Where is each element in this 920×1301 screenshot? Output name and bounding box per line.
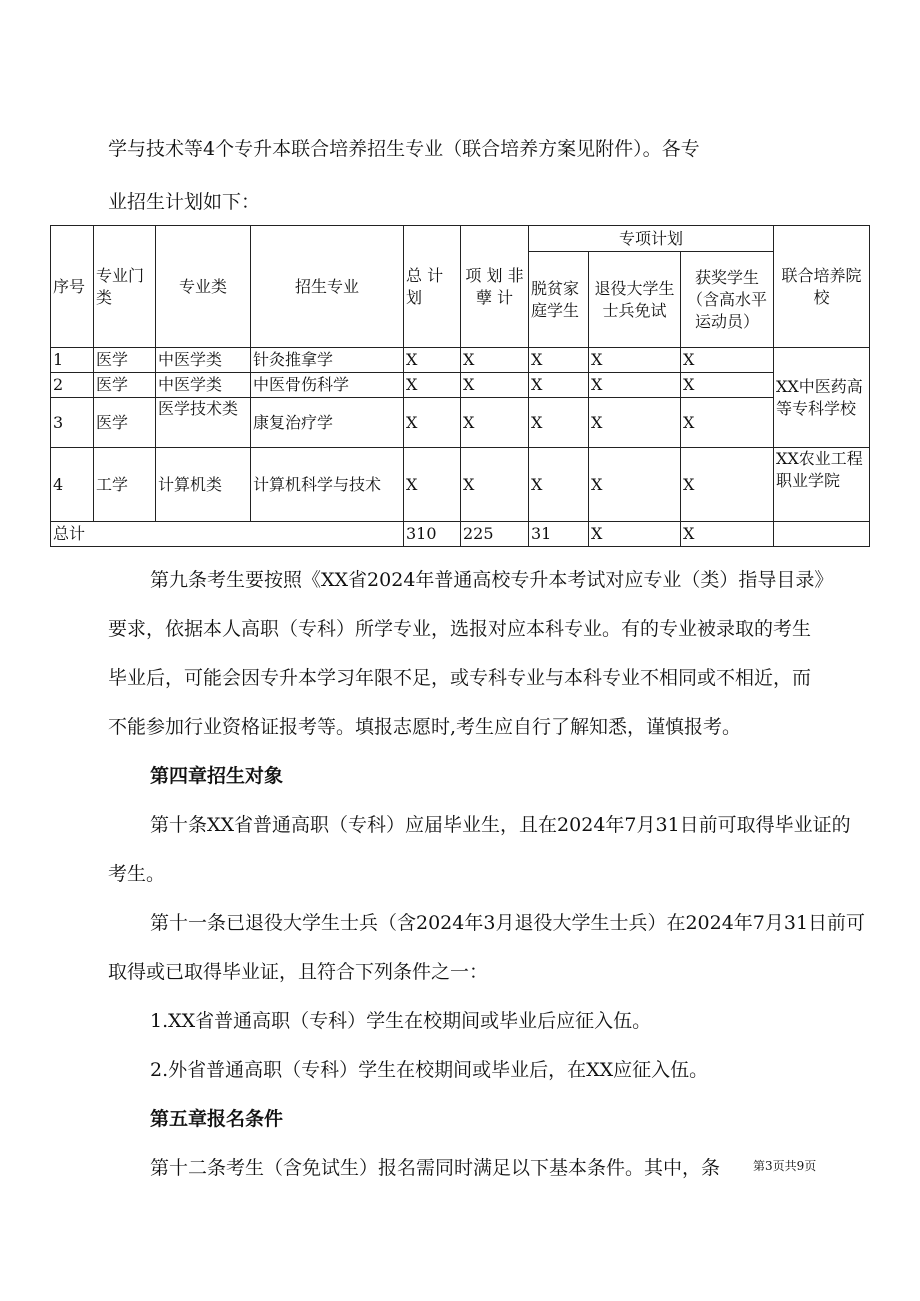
cell-poor: X: [529, 348, 589, 373]
article-9-line-3: 毕业后，可能会因专升本学习年限不足，或专科专业与本科专业不相同或不相近，而: [108, 667, 812, 689]
table-total-row: [51, 522, 870, 547]
cell-class: 中医学类: [156, 373, 251, 398]
total-nonpoor: 225: [461, 522, 529, 547]
article-9-line-1: 第九条考生要按照《XX省2024年普通高校专升本考试对应专业（类）指导目录》: [150, 569, 834, 591]
cell-major: 康复治疗学: [251, 398, 404, 448]
cell-seq: 1: [51, 348, 94, 373]
cell-veteran: X: [589, 373, 681, 398]
cell-award: X: [681, 348, 774, 373]
cell-total: X: [404, 373, 461, 398]
cell-category: 医学: [94, 398, 156, 448]
cell-major: 计算机科学与技术: [251, 448, 404, 522]
header-nonpoor: 项 划 非 孽 计: [461, 226, 529, 348]
total-veteran: X: [589, 522, 681, 547]
article-11-line-1: 第十一条已退役大学生士兵（含2024年3月退役大学生士兵）在2024年7月31日前可: [150, 912, 866, 934]
cell-veteran: X: [589, 348, 681, 373]
cell-category: 医学: [94, 373, 156, 398]
enrollment-plan-table: [50, 225, 870, 547]
article-12-line-1: 第十二条考生（含免试生）报名需同时满足以下基本条件。其中，条: [150, 1157, 721, 1179]
header-veteran: 退役大学生士兵免试: [589, 252, 681, 348]
cell-total: X: [404, 398, 461, 448]
cell-major: 针灸推拿学: [251, 348, 404, 373]
cell-award: X: [681, 448, 774, 522]
cell-nonpoor: X: [461, 348, 529, 373]
total-poor: 31: [529, 522, 589, 547]
cell-total: X: [404, 448, 461, 522]
cell-poor: X: [529, 373, 589, 398]
total-total: 310: [404, 522, 461, 547]
header-seq: 序号: [51, 226, 94, 348]
cell-award: X: [681, 373, 774, 398]
cell-nonpoor: X: [461, 448, 529, 522]
cell-class: 计算机类: [156, 448, 251, 522]
header-class: 专业类: [156, 226, 251, 348]
article-11-line-2: 取得或已取得毕业证，且符合下列条件之一：: [108, 961, 489, 983]
cell-seq: 3: [51, 398, 94, 448]
cell-award: X: [681, 398, 774, 448]
cell-veteran: X: [589, 398, 681, 448]
cell-category: 工学: [94, 448, 156, 522]
cell-nonpoor: X: [461, 398, 529, 448]
cell-school-a: XX中医药高等专科学校: [774, 348, 870, 448]
header-category: 专业门类: [94, 226, 156, 348]
cell-major: 中医骨伤科学: [251, 373, 404, 398]
cell-seq: 4: [51, 448, 94, 522]
cell-veteran: X: [589, 448, 681, 522]
cell-poor: X: [529, 398, 589, 448]
total-school-empty: [774, 522, 870, 547]
header-total: 总 计 划: [404, 226, 461, 348]
cell-seq: 2: [51, 373, 94, 398]
intro-line-1: 学与技术等4个专升本联合培养招生专业（联合培养方案见附件）。各专: [108, 138, 700, 160]
cell-poor: X: [529, 448, 589, 522]
cell-school-b: XX农业工程职业学院: [774, 448, 870, 522]
chapter-5-heading: 第五章报名条件: [150, 1108, 284, 1130]
table-row: [51, 448, 870, 522]
cell-total: X: [404, 348, 461, 373]
article-10-line-1: 第十条XX省普通高职（专科）应届毕业生，且在2024年7月31日前可取得毕业证的: [150, 814, 851, 836]
cell-class: 医学技术类: [156, 398, 251, 448]
total-award: X: [681, 522, 774, 547]
cell-nonpoor: X: [461, 373, 529, 398]
chapter-4-heading: 第四章招生对象: [150, 765, 284, 787]
article-9-line-2: 要求，依据本人高职（专科）所学专业，选报对应本科专业。有的专业被录取的考生: [108, 618, 812, 640]
cell-class: 中医学类: [156, 348, 251, 373]
article-9-line-4: 不能参加行业资格证报考等。填报志愿时,考生应自行了解知悉，谨慎报考。: [108, 716, 742, 738]
page-number: 第3页共9页: [753, 1159, 817, 1173]
intro-line-2: 业招生计划如下：: [108, 191, 261, 213]
article-10-line-2: 考生。: [108, 863, 166, 885]
cell-category: 医学: [94, 348, 156, 373]
header-poor: 脱贫家庭学生: [529, 252, 589, 348]
total-label: 总计: [51, 522, 404, 547]
header-special: 专项计划: [529, 226, 774, 252]
condition-item-2: 2.外省普通高职（专科）学生在校期间或毕业后，在XX应征入伍。: [150, 1059, 709, 1081]
header-major: 招生专业: [251, 226, 404, 348]
table-row: [51, 373, 870, 398]
condition-item-1: 1.XX省普通高职（专科）学生在校期间或毕业后应征入伍。: [150, 1010, 652, 1032]
header-school: 联合培养院校: [774, 226, 870, 348]
header-award: 获奖学生（含高水平运动员）: [681, 252, 774, 348]
table-row: [51, 348, 870, 373]
table-row: [51, 398, 870, 448]
